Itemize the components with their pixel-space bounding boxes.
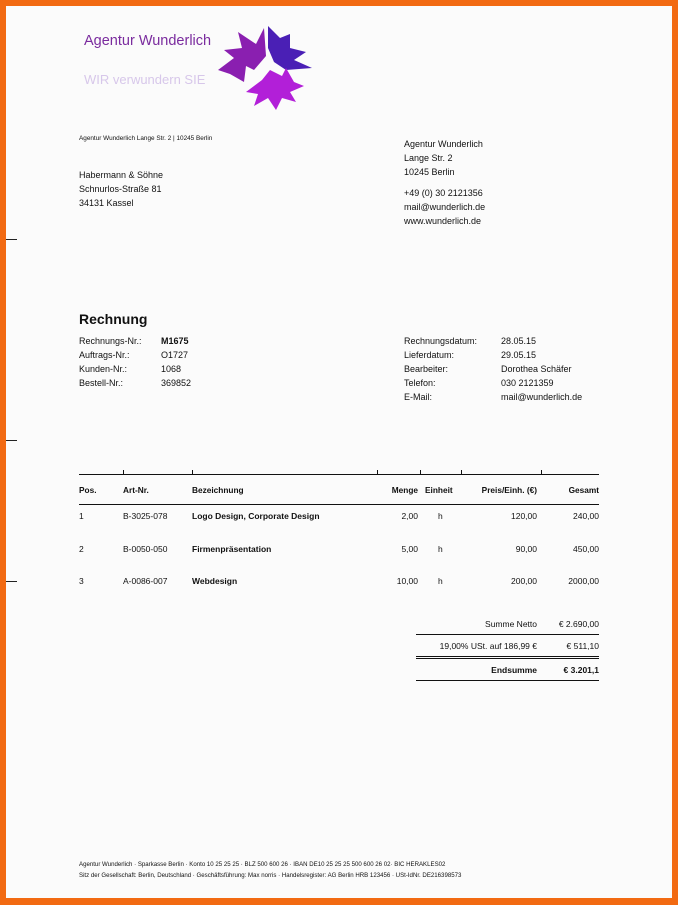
vat-label: 19,00% USt. auf 186,99 € <box>439 641 537 651</box>
recipient-street: Schnurlos-Straße 81 <box>79 184 162 194</box>
column-divider <box>461 470 462 475</box>
meta-row <box>404 362 582 376</box>
row-1-unit: h <box>438 511 443 521</box>
recipient-city: 34131 Kassel <box>79 198 134 208</box>
company-info <box>404 137 485 228</box>
row-1-description: Logo Design, Corporate Design <box>192 511 320 521</box>
column-divider <box>192 470 193 475</box>
row-2-pos: 2 <box>79 544 84 554</box>
col-header-pos: Pos. <box>79 485 97 495</box>
row-1-total: 240,00 <box>573 511 599 521</box>
net-total-value: € 2.690,00 <box>558 619 599 629</box>
logo-shape-left <box>218 28 266 82</box>
fold-mark <box>6 581 17 582</box>
company-name: Agentur Wunderlich <box>404 139 483 149</box>
meta-label: Lieferdatum: <box>404 350 455 360</box>
order-number: O1727 <box>161 350 189 360</box>
row-3-unit: h <box>438 576 443 586</box>
col-header-unit-price: Preis/Einh. (€) <box>481 485 537 495</box>
logo-shape-bottom <box>246 68 304 110</box>
meta-row <box>404 334 582 348</box>
row-2-total: 450,00 <box>573 544 599 554</box>
company-web: www.wunderlich.de <box>404 216 482 226</box>
invoice-date: 28.05.15 <box>501 336 537 346</box>
col-header-quantity: Menge <box>391 485 418 495</box>
fold-mark <box>6 440 17 441</box>
footer-legal-line: Sitz der Gesellschaft: Berlin, Deutschland · Geschäftsführung: Max norris · Handelsregister: AG Berlin HRB 123456 · USt-IdNr. DE216398573 <box>79 872 462 879</box>
col-header-unit: Einheit <box>425 485 453 495</box>
sender-line: Agentur Wunderlich Lange Str. 2 | 10245 Berlin <box>79 135 213 142</box>
col-header-description: Bezeichnung <box>192 485 244 495</box>
column-divider <box>420 470 421 475</box>
meta-row <box>79 362 191 376</box>
clerk-name: Dorothea Schäfer <box>501 364 572 374</box>
row-3-description: Webdesign <box>192 576 238 586</box>
meta-label: Telefon: <box>404 378 436 388</box>
grand-total-label: Endsumme <box>491 665 537 675</box>
document-title: Rechnung <box>79 311 148 327</box>
row-3-article: A-0086-007 <box>123 576 168 586</box>
meta-label: Bestell-Nr.: <box>79 378 124 388</box>
meta-label: Auftrags-Nr.: <box>79 350 130 360</box>
meta-row <box>404 348 582 362</box>
meta-row <box>79 348 191 362</box>
fold-mark <box>6 239 17 240</box>
recipient-address <box>79 168 163 210</box>
purchase-order-number: 369852 <box>161 378 192 388</box>
logo-name: Agentur Wunderlich <box>84 33 212 49</box>
meta-row <box>404 376 582 390</box>
table-header-rule <box>79 504 599 505</box>
meta-row <box>404 390 582 404</box>
vat-value: € 511,10 <box>566 641 599 651</box>
meta-label: E-Mail: <box>404 392 433 402</box>
row-1-unit-price: 120,00 <box>511 511 537 521</box>
net-total-label: Summe Netto <box>485 619 537 629</box>
row-2-description: Firmenpräsentation <box>192 544 272 554</box>
row-2-article: B-0050-050 <box>123 544 168 554</box>
table-top-rule <box>79 474 599 475</box>
column-divider <box>123 470 124 475</box>
meta-label: Rechnungsdatum: <box>404 336 478 346</box>
customer-number: 1068 <box>161 364 182 374</box>
invoice-meta-left <box>79 334 191 390</box>
clerk-phone: 030 2121359 <box>501 378 554 388</box>
totals-double-rule <box>416 658 599 659</box>
row-3-unit-price: 200,00 <box>511 576 537 586</box>
column-divider <box>377 470 378 475</box>
meta-row <box>79 334 191 348</box>
meta-row <box>79 376 191 390</box>
meta-label: Bearbeiter: <box>404 364 449 374</box>
row-3-total: 2000,00 <box>568 576 599 586</box>
logo-shape-right <box>268 26 312 70</box>
company-street: Lange Str. 2 <box>404 153 453 163</box>
totals-double-rule <box>416 656 599 657</box>
invoice-meta-right <box>404 334 582 404</box>
meta-label: Kunden-Nr.: <box>79 364 128 374</box>
row-1-pos: 1 <box>79 511 84 521</box>
invoice-document <box>6 6 672 898</box>
row-3-quantity: 10,00 <box>396 576 418 586</box>
company-email: mail@wunderlich.de <box>404 202 486 212</box>
delivery-date: 29.05.15 <box>501 350 537 360</box>
logo-slogan: WIR verwundern SIE <box>84 72 206 87</box>
col-header-article: Art-Nr. <box>123 485 149 495</box>
row-3-pos: 3 <box>79 576 84 586</box>
company-city: 10245 Berlin <box>404 167 455 177</box>
row-2-quantity: 5,00 <box>401 544 418 554</box>
star-logo-icon <box>216 22 316 114</box>
totals-rule <box>416 634 599 635</box>
invoice-number: M1675 <box>161 336 189 346</box>
company-phone: +49 (0) 30 2121356 <box>404 188 483 198</box>
grand-total-value: € 3.201,1 <box>563 665 599 675</box>
row-1-quantity: 2,00 <box>401 511 418 521</box>
meta-label: Rechnungs-Nr.: <box>79 336 142 346</box>
row-1-article: B-3025-078 <box>123 511 168 521</box>
footer-bank-line: Agentur Wunderlich · Sparkasse Berlin · Konto 10 25 25 25 · BLZ 500 600 26 · IBAN DE10 25 25 25 500 600 26 02· BIC HERAKLES02 <box>79 861 446 868</box>
row-2-unit: h <box>438 544 443 554</box>
recipient-name: Habermann & Söhne <box>79 170 164 180</box>
col-header-total: Gesamt <box>568 485 599 495</box>
column-divider <box>541 470 542 475</box>
grand-total-rule <box>416 680 599 681</box>
row-2-unit-price: 90,00 <box>515 544 537 554</box>
clerk-email: mail@wunderlich.de <box>501 392 583 402</box>
